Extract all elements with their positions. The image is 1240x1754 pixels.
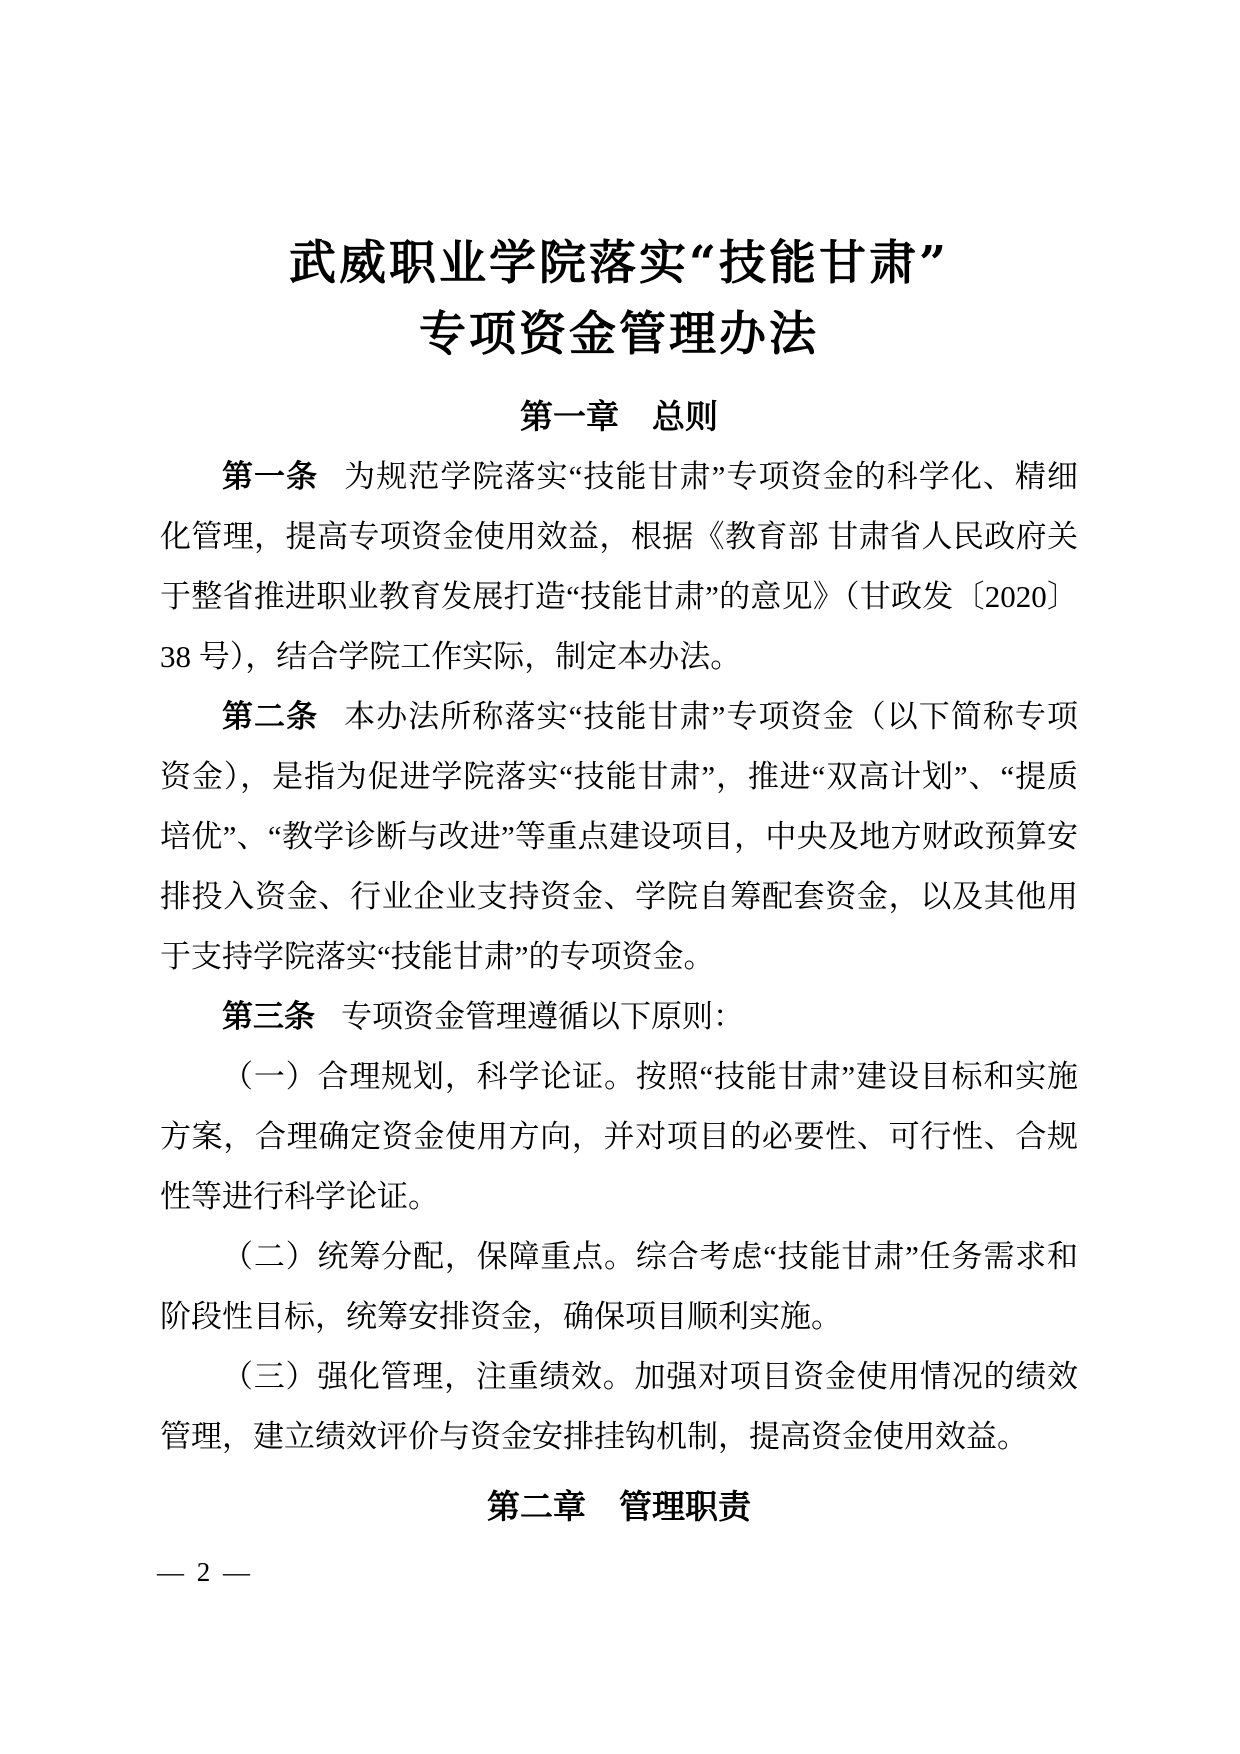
paragraph-text: （二）统筹分配，保障重点。综合考虑“技能甘肃”任务需求和阶段性目标，统筹安排资金，确保项目顺利实施。 — [160, 1239, 1078, 1334]
paragraph — [160, 1227, 1078, 1347]
paragraph-text: 为规范学院落实“技能甘肃”专项资金的科学化、精细化管理，提高专项资金使用效益，根据《教育部 甘肃省人民政府关于整省推进职业教育发展打造“技能甘肃”的意见》（甘政发〔2020〕38 号），结合学院工作实际，制定本办法。 — [160, 459, 1079, 674]
document-title-line2: 专项资金管理办法 — [419, 307, 819, 362]
chapter-2-heading: 第二章 管理职责 — [487, 1487, 751, 1526]
paragraph — [160, 687, 1078, 987]
paragraph — [160, 987, 1078, 1047]
paragraph — [160, 447, 1078, 687]
document-title-line1: 武威职业学院落实“技能甘肃” — [288, 236, 950, 291]
paragraph-text: （一）合理规划，科学论证。按照“技能甘肃”建设目标和实施方案，合理确定资金使用方向，并对项目的必要性、可行性、合规性等进行科学论证。 — [160, 1059, 1078, 1214]
chapter-1-heading: 第一章 总则 — [520, 397, 718, 436]
paragraph — [160, 1347, 1078, 1467]
paragraph — [160, 1047, 1078, 1227]
paragraph-text: （三）强化管理，注重绩效。加强对项目资金使用情况的绩效管理，建立绩效评价与资金安排挂钩机制，提高资金使用效益。 — [160, 1359, 1078, 1454]
article-lead: 第一条 — [222, 459, 319, 495]
paragraph-text: 本办法所称落实“技能甘肃”专项资金（以下简称专项资金），是指为促进学院落实“技能甘肃”，推进“双高计划”、“提质培优”、“教学诊断与改进”等重点建设项目，中央及地方财政预算安排投入资金、行业企业支持资金、学院自筹配套资金，以及其他用于支持学院落实“技能甘肃”的专项资金。 — [160, 699, 1078, 974]
document-content — [160, 228, 1078, 1537]
page-number: — 2 — — [157, 1557, 253, 1587]
paragraph-text: 专项资金管理遵循以下原则： — [341, 999, 744, 1034]
article-lead: 第三条 — [222, 999, 315, 1035]
article-lead: 第二条 — [222, 699, 319, 735]
